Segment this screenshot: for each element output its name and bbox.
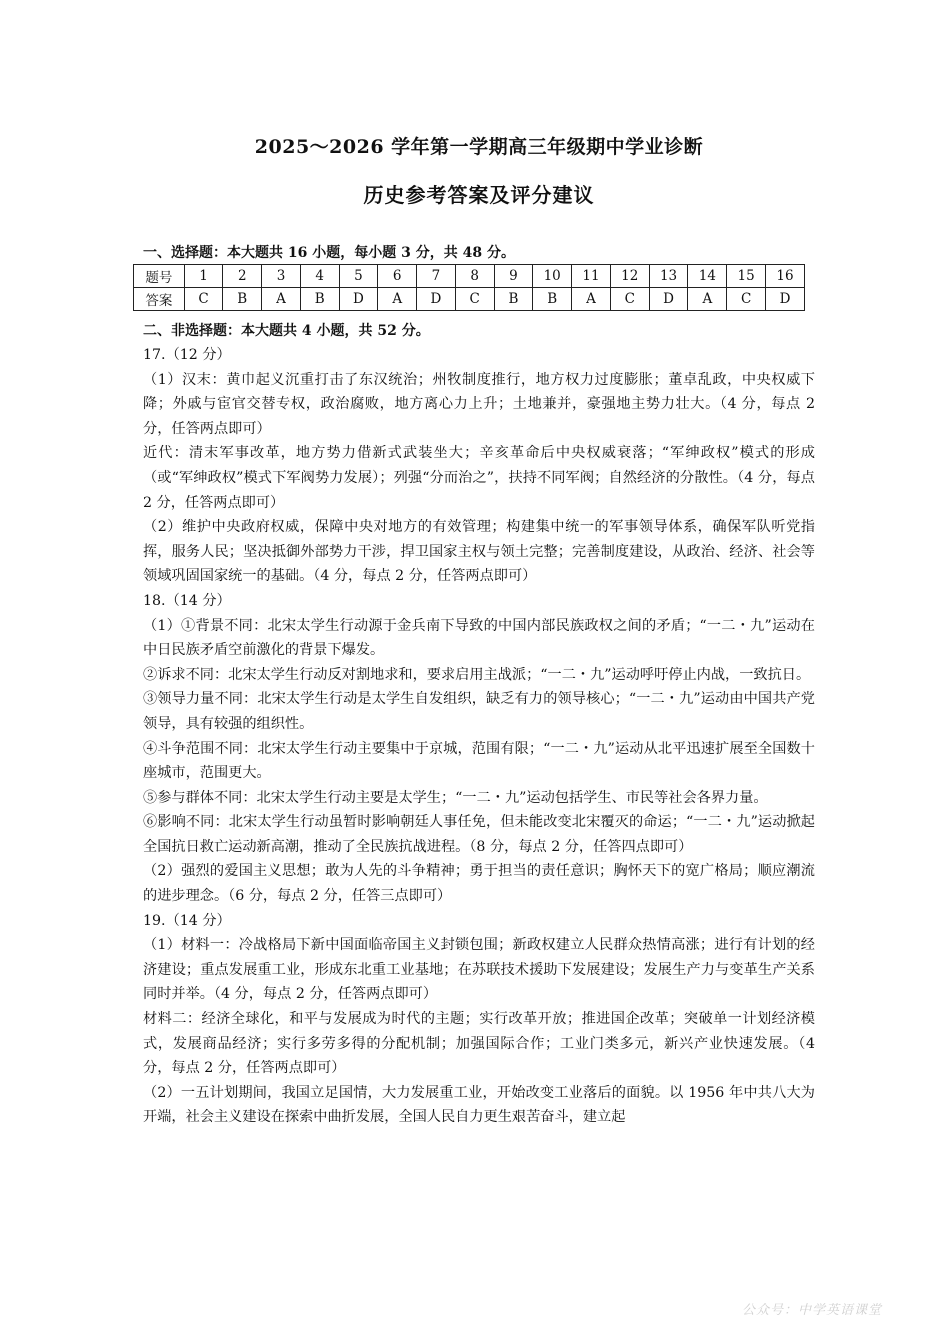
answer-cell: A [378,288,417,311]
answer-cell: D [649,288,688,311]
answer-cell: D [766,288,805,311]
answer-paragraph: （2）强烈的爱国主义思想；敢为人先的斗争精神；勇于担当的责任意识；胸怀天下的宽广格局；顺应潮流的进步理念。（6 分，每点 2 分，任答三点即可） [143,863,815,905]
answer-cell: B [533,288,572,311]
question-number-cell: 11 [572,265,611,288]
question-number-cell: 5 [339,265,378,288]
question-number-cell: 4 [300,265,339,288]
answer-paragraph: （2）维护中央政府权威，保障中央对地方的有效管理；构建集中统一的军事领导体系，确保军队听党指挥，服务人民；坚决抵御外部势力干涉，捍卫国家主权与领土完整；完善制度建设，从政治、经济、社会等领域巩固国家统一的基础。（4 分，每点 2 分，任答两点即可） [143,519,815,585]
question-number-cell: 14 [688,265,727,288]
answer-cell: D [339,288,378,311]
table-header-cell: 题号 [134,265,185,288]
table-header-cell: 答案 [134,288,185,311]
question-number-cell: 12 [610,265,649,288]
answer-cell: B [494,288,533,311]
answer-paragraph: （1）材料一：冷战格局下新中国面临帝国主义封锁包围；新政权建立人民群众热情高涨；进行有计划的经济建设；重点发展重工业，形成东北重工业基地；在苏联技术援助下发展建设；发展生产力与变革生产关系同时并举。（4 分，每点 2 分，任答两点即可） [143,937,815,1003]
answer-cell: D [417,288,456,311]
answer-paragraph: ⑤参与群体不同：北宋太学生行动主要是太学生；“一二・九”运动包括学生、市民等社会各界力量。 [143,789,768,806]
section-heading-essay: 二、非选择题：本大题共 4 小题，共 52 分。 [143,323,430,339]
answer-paragraph: ⑥影响不同：北宋太学生行动虽暂时影响朝廷人事任免，但未能改变北宋覆灭的命运；“一二・九”运动掀起全国抗日救亡运动新高潮，推动了全民族抗战进程。（8 分，每点 2 分，任答四点即可） [143,814,815,855]
table-row-answers [134,288,805,311]
answer-paragraph: （1）汉末：黄巾起义沉重打击了东汉统治；州牧制度推行，地方权力过度膨胀；董卓乱政，中央权威下降；外戚与宦官交替专权，政治腐败，地方离心力上升；土地兼并，豪强地主势力壮大。（4 分，每点 2 分，任答两点即可） [143,371,815,437]
answer-cell: C [184,288,223,311]
answer-paragraph: 材料二：经济全球化，和平与发展成为时代的主题；实行改革开放；推进国企改革；突破单一计划经济模式，发展商品经济；实行多劳多得的分配机制；加强国际合作；工业门类多元，新兴产业快速发展。（4 分，每点 2 分，任答两点即可） [143,1011,815,1077]
answer-body [143,343,815,1130]
answer-paragraph: ③领导力量不同：北宋太学生行动是太学生自发组织，缺乏有力的领导核心；“一二・九”运动由中国共产党领导，具有较强的组织性。 [143,691,815,732]
question-number-cell: 6 [378,265,417,288]
question-number-cell: 15 [727,265,766,288]
question-heading: 19.（14 分） [143,912,231,929]
answer-cell: C [610,288,649,311]
page-subtitle: 历史参考答案及评分建议 [363,183,595,207]
question-number-cell: 10 [533,265,572,288]
section-heading-choice: 一、选择题：本大题共 16 小题，每小题 3 分，共 48 分。 [143,245,515,261]
answer-cell: A [572,288,611,311]
answer-paragraph: ④斗争范围不同：北宋太学生行动主要集中于京城，范围有限；“一二・九”运动从北平迅速扩展至全国数十座城市，范围更大。 [143,740,815,782]
answer-cell: C [727,288,766,311]
answer-cell: B [223,288,262,311]
answer-table [133,264,805,311]
question-number-cell: 13 [649,265,688,288]
answer-cell: A [688,288,727,311]
answer-paragraph: （2）一五计划期间，我国立足国情，大力发展重工业，开始改变工业落后的面貌。以 1956 年中共八大为开端，社会主义建设在探索中曲折发展，全国人民自力更生艰苦奋斗，建立起 [143,1084,815,1126]
table-row-numbers [134,265,805,288]
question-heading: 17.（12 分） [143,347,231,363]
page-title: 2025～2026 学年第一学期高三年级期中学业诊断 [254,136,704,158]
question-number-cell: 3 [262,265,301,288]
question-number-cell: 8 [455,265,494,288]
answer-cell: A [262,288,301,311]
answer-paragraph: （1）①背景不同：北宋太学生行动源于金兵南下导致的中国内部民族政权之间的矛盾；“一二・九”运动在中日民族矛盾空前激化的背景下爆发。 [143,617,815,659]
question-number-cell: 7 [417,265,456,288]
answer-cell: B [300,288,339,311]
question-heading: 18.（14 分） [143,592,231,609]
question-number-cell: 1 [184,265,223,288]
answer-paragraph: 近代：清末军事改革，地方势力借新式武装坐大；辛亥革命后中央权威衰落；“军绅政权”模式的形成（或“军绅政权”模式下军阀势力发展）；列强“分而治之”，扶持不同军阀；自然经济的分散性。（4 分，每点 2 分，任答两点即可） [143,445,815,511]
answer-cell: C [455,288,494,311]
watermark: 公众号：中学英语课堂 [741,1303,882,1318]
question-number-cell: 2 [223,265,262,288]
question-number-cell: 16 [766,265,805,288]
question-number-cell: 9 [494,265,533,288]
answer-paragraph: ②诉求不同：北宋太学生行动反对割地求和，要求启用主战派；“一二・九”运动呼吁停止内战，一致抗日。 [143,666,811,683]
